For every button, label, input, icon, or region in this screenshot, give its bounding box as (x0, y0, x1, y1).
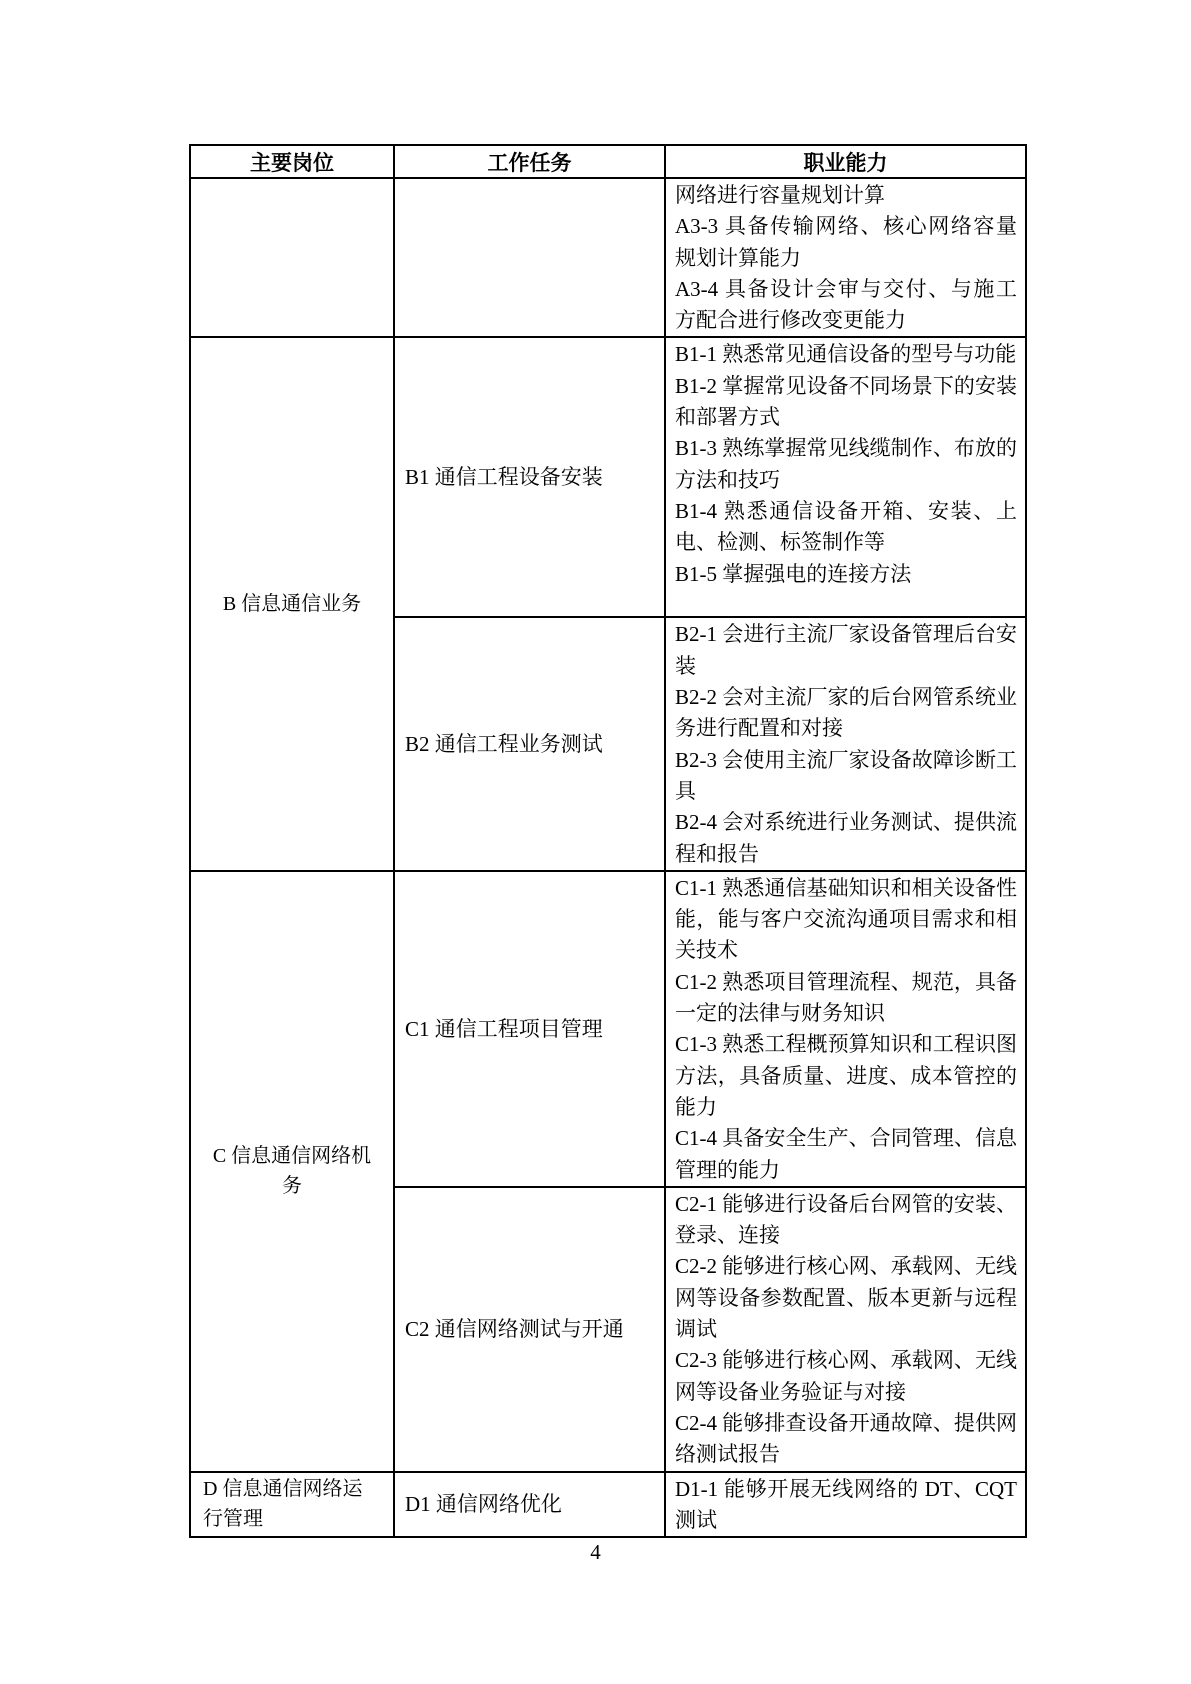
ability-item: B2-3 会使用主流厂家设备故障诊断工具 (675, 747, 1017, 803)
ability-item: C1-3 熟悉工程概预算知识和工程识图方法，具备质量、进度、成本管控的能力 (675, 1032, 1017, 1119)
ability-item: C2-4 能够排查设备开通故障、提供网络测试报告 (675, 1410, 1017, 1467)
cell-position-d: D 信息通信网络运行管理 (190, 1472, 394, 1538)
ability-item: B2-1 会进行主流厂家设备管理后台安装 (675, 622, 1017, 678)
ability-item: B1-5 掌握强电的连接方法 (675, 561, 912, 586)
table-row-a-continuation (190, 178, 1026, 337)
ability-item: C2-3 能够进行核心网、承载网、无线网等设备业务验证与对接 (675, 1348, 1017, 1404)
cell-abilities-b2 (665, 617, 1026, 870)
ability-item: A3-3 具备传输网络、核心网络容量规划计算能力 (675, 214, 1017, 270)
ability-item: C2-1 能够进行设备后台网管的安装、登录、连接 (675, 1191, 1017, 1248)
cell-abilities-c1 (665, 871, 1026, 1187)
ability-item: B2-4 会对系统进行业务测试、提供流程和报告 (675, 810, 1017, 866)
ability-item: C1-4 具备安全生产、合同管理、信息管理的能力 (675, 1126, 1017, 1182)
table-row-c1 (190, 871, 1026, 1187)
ability-item: D1-1 能够开展无线网络的 DT、CQT 测试 (675, 1476, 1017, 1532)
header-position: 主要岗位 (190, 145, 394, 178)
ability-item: A3-4 具备设计会审与交付、与施工方配合进行修改变更能力 (675, 276, 1017, 333)
table-header-row (190, 145, 1026, 178)
cell-position-a-empty (190, 178, 394, 337)
cell-task-d1: D1 通信网络优化 (394, 1472, 665, 1538)
cell-abilities-b1 (665, 337, 1026, 617)
header-task: 工作任务 (394, 145, 665, 178)
ability-item: C1-2 熟悉项目管理流程、规范，具备一定的法律与财务知识 (675, 969, 1017, 1026)
ability-item: B1-4 熟悉通信设备开箱、安装、上电、检测、标签制作等 (675, 498, 1017, 555)
ability-item: C1-1 熟悉通信基础知识和相关设备性能，能与客户交流沟通项目需求和相关技术 (675, 875, 1017, 963)
table-row-b1 (190, 337, 1026, 617)
header-ability: 职业能力 (665, 145, 1026, 178)
cell-position-b: B 信息通信业务 (190, 337, 394, 870)
job-abilities-table (189, 144, 1027, 1538)
table-row-d (190, 1472, 1026, 1538)
cell-abilities-a (665, 178, 1026, 337)
cell-task-c1: C1 通信工程项目管理 (394, 871, 665, 1187)
ability-item: 网络进行容量规划计算 (675, 183, 885, 207)
cell-abilities-d1 (665, 1472, 1026, 1538)
cell-task-c2: C2 通信网络测试与开通 (394, 1187, 665, 1472)
cell-task-b1: B1 通信工程设备安装 (394, 337, 665, 617)
cell-task-b2: B2 通信工程业务测试 (394, 617, 665, 870)
cell-task-a-empty (394, 178, 665, 337)
ability-item: B1-1 熟悉常见通信设备的型号与功能 (675, 342, 1017, 367)
cell-abilities-c2 (665, 1187, 1026, 1472)
ability-item: C2-2 能够进行核心网、承载网、无线网等设备参数配置、版本更新与远程调试 (675, 1254, 1017, 1342)
page-number: 4 (590, 1540, 601, 1564)
ability-item: B1-2 掌握常见设备不同场景下的安装和部署方式 (675, 373, 1017, 430)
ability-item: B1-3 熟练掌握常见线缆制作、布放的方法和技巧 (675, 436, 1017, 492)
cell-position-c: C 信息通信网络机务 (190, 871, 394, 1472)
ability-item: B2-2 会对主流厂家的后台网管系统业务进行配置和对接 (675, 685, 1017, 741)
